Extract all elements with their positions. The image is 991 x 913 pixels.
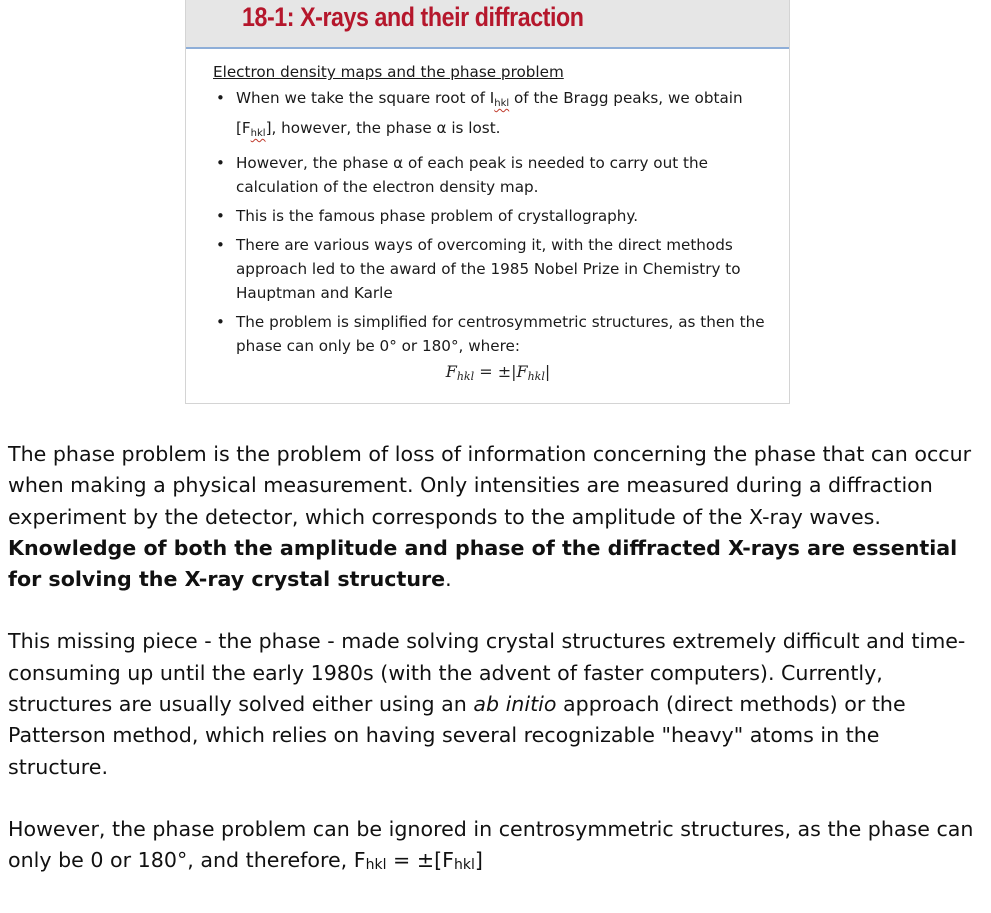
slide-subtitle: Electron density maps and the phase problem	[213, 63, 564, 81]
eq-part: = ±|F	[474, 362, 528, 381]
slide-title: 18-1: X-rays and their diffraction	[242, 2, 584, 32]
bullet-item	[213, 204, 783, 228]
bullet-dot-icon: •	[216, 313, 225, 331]
eq-subscript: hkl	[527, 370, 545, 383]
subscript: hkl	[453, 857, 475, 874]
bullet-item	[213, 310, 783, 358]
slide-body	[213, 60, 783, 383]
text-run: ]	[474, 848, 483, 873]
subscript: hkl	[494, 98, 510, 109]
text-run: However, the phase problem can be ignored in centrosymmetric structures, as the phase can only be 0 or 180°, and therefore, F	[8, 816, 974, 873]
paragraph-3	[8, 814, 983, 882]
eq-part: F	[445, 362, 457, 381]
bullet-dot-icon: •	[216, 207, 225, 225]
bullet-text: The problem is simplified for centrosymmetric structures, as then the phase can only be 0° or 180°, where:	[236, 313, 765, 355]
eq-part: |	[544, 362, 551, 381]
structure-factor-equation	[213, 360, 783, 389]
paragraph-1	[8, 439, 983, 595]
text-run: .	[445, 567, 452, 592]
text-run: The phase problem is the problem of loss of information concerning the phase that can occur when making a physical measurement. Only intensities are measured during a diffraction experiment by the detector, which corresponds to the amplitude of the X-ray waves.	[8, 442, 972, 529]
bullet-text: ], however, the phase α is lost.	[265, 119, 501, 137]
subscript: hkl	[365, 857, 387, 874]
bold-text: Knowledge of both the amplitude and phase of the diffracted X-rays are essential for solving the X-ray crystal structure	[8, 535, 958, 592]
bullet-list	[213, 86, 783, 358]
text-run: = ±[F	[386, 848, 454, 873]
bullet-dot-icon: •	[216, 154, 225, 172]
bullet-text: of the Bragg peaks, we obtain [F	[236, 89, 743, 137]
bullet-dot-icon: •	[216, 236, 225, 254]
bullet-text: There are various ways of overcoming it, with the direct methods approach led to the award of the 1985 Nobel Prize in Chemistry to Hauptman and Karle	[236, 236, 741, 302]
bullet-item	[213, 151, 783, 199]
bullet-dot-icon: •	[216, 89, 225, 107]
bullet-text: When we take the square root of I	[236, 89, 495, 107]
subscript: hkl	[250, 128, 266, 139]
lecture-slide	[185, 0, 790, 404]
bullet-item	[213, 233, 783, 305]
paragraph-2	[8, 626, 983, 782]
italic-text: ab initio	[473, 692, 557, 717]
eq-subscript: hkl	[456, 370, 475, 383]
text-run: This missing piece - the phase - made solving crystal structures extremely difficult and time-consuming up until the early 1980s (with the advent of faster computers). Currently, structures are usually solved either using an	[8, 629, 966, 717]
bullet-item	[213, 86, 783, 146]
text-run: approach (direct methods) or the Patterson method, which relies on having several recognizable "heavy" atoms in the structure.	[8, 692, 906, 779]
bullet-text: However, the phase α of each peak is needed to carry out the calculation of the electron density map.	[236, 154, 708, 196]
slide-header	[186, 0, 789, 49]
bullet-text: This is the famous phase problem of crystallography.	[236, 207, 639, 225]
main-text	[8, 439, 983, 913]
